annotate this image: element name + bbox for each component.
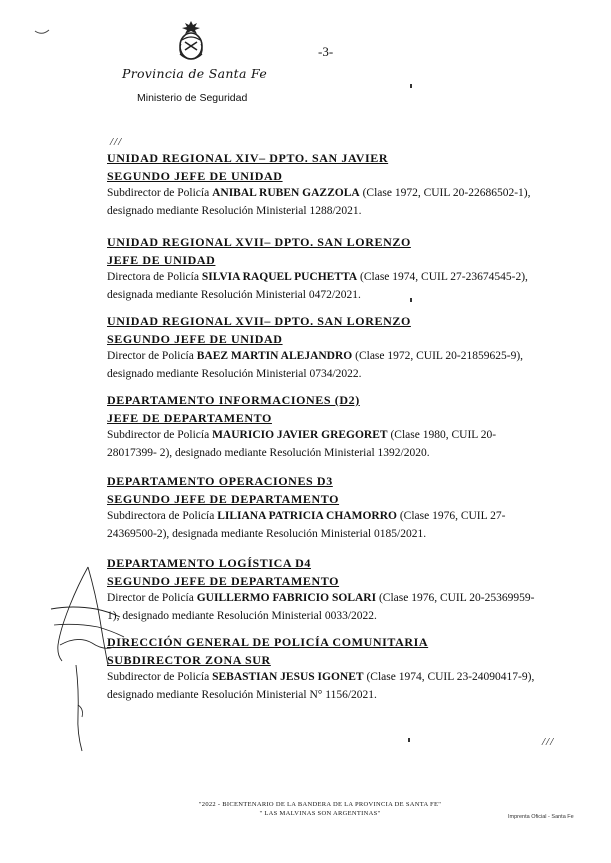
appointment-line: Subdirector de Policía ANIBAL RUBEN GAZZOLA (Clase 1972, CUIL 20-22686502-1), xyxy=(107,187,531,199)
section-subtitle: SEGUNDO JEFE DE DEPARTAMENTO xyxy=(107,573,340,588)
section-title: UNIDAD REGIONAL XVII– DPTO. SAN LORENZO xyxy=(107,235,411,249)
appointment-section xyxy=(107,392,572,462)
officer-name: GUILLERMO FABRICIO SOLARI xyxy=(196,592,377,604)
provincial-crest-icon xyxy=(176,20,206,64)
resolution-line: 24369500-2), designada mediante Resolución Ministerial 0185/2021. xyxy=(107,527,427,540)
resolution-line: designado mediante Resolución Ministerial 0734/2022. xyxy=(107,367,362,380)
officer-name: LILIANA PATRICIA CHAMORRO xyxy=(217,510,397,522)
section-title: DEPARTAMENTO INFORMACIONES (D2) xyxy=(107,393,360,407)
officer-name: BAEZ MARTIN ALEJANDRO xyxy=(196,350,353,362)
section-title: DEPARTAMENTO LOGÍSTICA D4 xyxy=(107,556,311,570)
resolution-line: 28017399- 2), designado mediante Resolución Ministerial 1392/2020. xyxy=(107,446,430,459)
resolution-line: 1), designado mediante Resolución Ministerial 0033/2022. xyxy=(107,609,377,622)
appointment-section xyxy=(107,473,572,543)
section-subtitle: SUBDIRECTOR ZONA SUR xyxy=(107,652,271,667)
printer-credit: Imprenta Oficial - Santa Fe xyxy=(508,814,574,820)
resolution-line: designado mediante Resolución Ministerial 1288/2021. xyxy=(107,204,362,217)
speck xyxy=(408,738,410,742)
appointment-line: Director de Policía GUILLERMO FABRICIO SOLARI (Clase 1976, CUIL 20-25369959- xyxy=(107,592,535,604)
continuation-mark-top: /// xyxy=(110,136,123,148)
section-title: UNIDAD REGIONAL XVII– DPTO. SAN LORENZO xyxy=(107,314,411,328)
section-subtitle: SEGUNDO JEFE DE UNIDAD xyxy=(107,168,283,183)
speck xyxy=(410,84,412,88)
ministry-name: Ministerio de Seguridad xyxy=(137,92,248,104)
officer-name: SEBASTIAN JESUS IGONET xyxy=(212,671,364,683)
appointment-line: Subdirector de Policía MAURICIO JAVIER GREGORET (Clase 1980, CUIL 20- xyxy=(107,429,497,441)
continuation-mark-bottom: /// xyxy=(542,736,555,748)
officer-name: MAURICIO JAVIER GREGORET xyxy=(212,429,388,441)
section-title: DIRECCIÓN GENERAL DE POLICÍA COMUNITARIA xyxy=(107,635,429,649)
appointment-line: Subdirectora de Policía LILIANA PATRICIA CHAMORRO (Clase 1976, CUIL 27- xyxy=(107,510,506,522)
resolution-line: designada mediante Resolución Ministerial 0472/2021. xyxy=(107,288,361,301)
section-subtitle: SEGUNDO JEFE DE UNIDAD xyxy=(107,331,283,346)
resolution-line: designado mediante Resolución Ministerial N° 1156/2021. xyxy=(107,688,377,701)
section-subtitle: JEFE DE UNIDAD xyxy=(107,252,216,267)
section-title: UNIDAD REGIONAL XIV– DPTO. SAN JAVIER xyxy=(107,151,389,165)
officer-name: ANIBAL RUBEN GAZZOLA xyxy=(212,187,360,199)
footer-motto: "2022 - BICENTENARIO DE LA BANDERA DE LA PROVINCIA DE SANTA FE" " LAS MALVINAS SON ARGENTINAS" xyxy=(198,801,442,817)
officer-name: SILVIA RAQUEL PUCHETTA xyxy=(201,271,358,283)
appointment-section xyxy=(107,234,572,304)
handwritten-signature xyxy=(48,565,128,755)
section-title: DEPARTAMENTO OPERACIONES D3 xyxy=(107,474,333,488)
appointment-section xyxy=(107,150,572,220)
page-number: -3- xyxy=(318,44,334,59)
stray-mark xyxy=(34,28,50,36)
appointment-line: Subdirector de Policía SEBASTIAN JESUS IGONET (Clase 1974, CUIL 23-24090417-9), xyxy=(107,671,535,683)
section-subtitle: JEFE DE DEPARTAMENTO xyxy=(107,410,272,425)
appointment-section xyxy=(107,634,572,704)
appointment-line: Directora de Policía SILVIA RAQUEL PUCHETTA (Clase 1974, CUIL 27-23674545-2), xyxy=(107,271,528,283)
appointment-section xyxy=(107,313,572,383)
appointment-section xyxy=(107,555,572,625)
province-name: Provincia de Santa Fe xyxy=(122,66,268,81)
appointment-line: Director de Policía BAEZ MARTIN ALEJANDRO (Clase 1972, CUIL 20-21859625-9), xyxy=(107,350,524,362)
section-subtitle: SEGUNDO JEFE DE DEPARTAMENTO xyxy=(107,491,340,506)
